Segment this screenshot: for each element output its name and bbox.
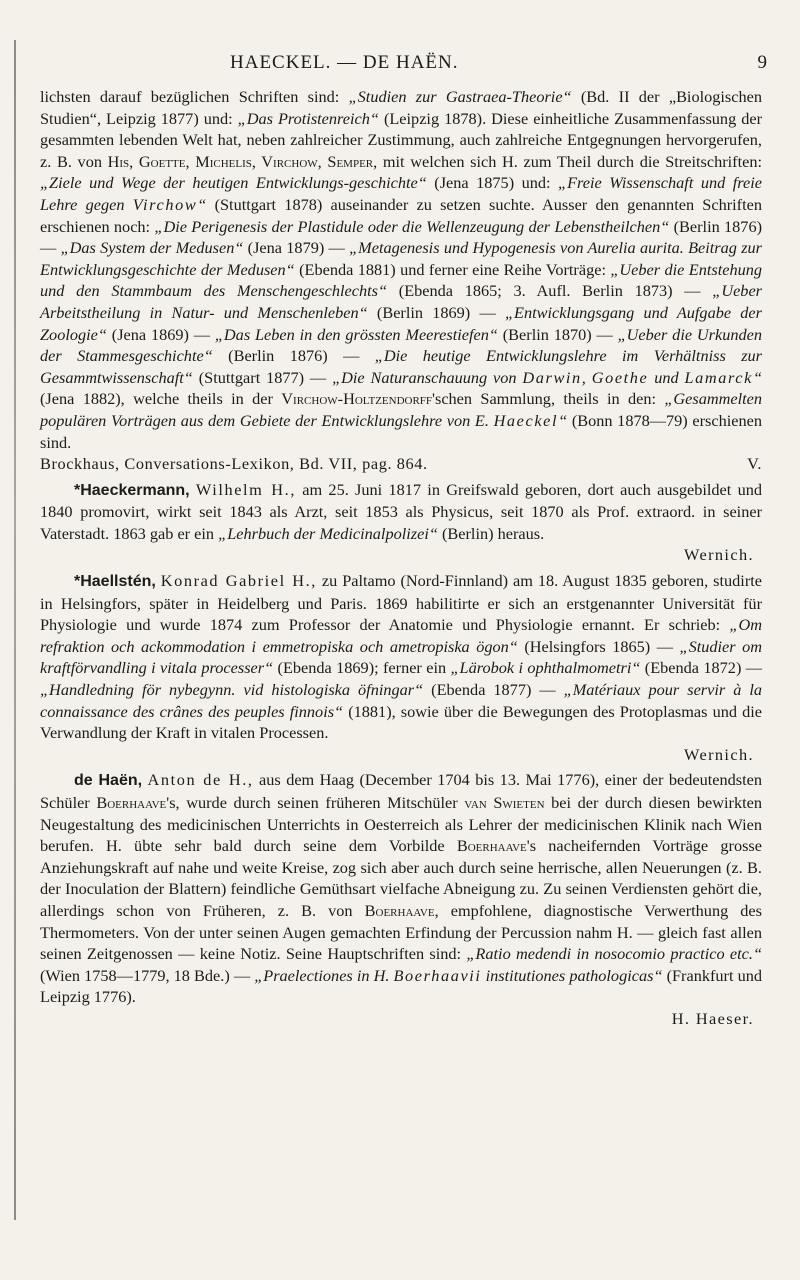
entry-headword: *Haeckermann, (74, 481, 190, 499)
author-signature: Wernich. (683, 545, 754, 565)
running-title: HAECKEL. — DE HAËN. (230, 52, 459, 73)
haeckel-entry-continuation: lichsten darauf bezüglichen Schriften sind: „Studien zur Gastraea-Theorie“ (Bd. II der „Biologischen Studien“, Leipzig 1877) und: „Das Protistenreich“ (Leipzig 1878). Diese einheitliche Zusammenfassung der gesammten lebenden Welt hat, neben zahlreicher Zustimmung, auch zahlreiche Entgegnungen hervorgerufen, z. B. von His, Goette, Michelis, Virchow, Semper, mit welchen sich H. zum Theil durch die Streitschriften: „Ziele und Wege der heutigen Entwicklungs-geschichte“ (Jena 1875) und: „Freie Wissenschaft und freie Lehre gegen Virchow“ (Stuttgart 1878) auseinander zu setzen suchte. Ausser den genannten Schriften erschienen noch: „Die Perigenesis der Plastidule oder die Wellenzeugung der Lebenstheilchen“ (Berlin 1876) — „Das System der Medusen“ (Jena 1879) — „Metagenesis und Hypogenesis von Aurelia aurita. Beitrag zur Entwicklungsgeschichte der Medusen“ (Ebenda 1881) und ferner eine Reihe Vorträge: „Ueber die Entstehung und den Stammbaum des Menschengeschlechts“ (Ebenda 1865; 3. Aufl. Berlin 1873) — „Ueber Arbeitstheilung in Natur- und Menschenleben“ (Berlin 1869) — „Entwicklungsgang und Aufgabe der Zoologie“ (Jena 1869) — „Das Leben in den grössten Meerestiefen“ (Berlin 1870) — „Ueber die Urkunden der Stammesgeschichte“ (Berlin 1876) — „Die heutige Entwicklungslehre im Verhältniss zur Gesammtwissenschaft“ (Stuttgart 1877) — „Die Naturanschauung von Darwin, Goethe und Lamarck“ (Jena 1882), welche theils in der Virchow-Holtzendorff'schen Sammlung, theils in den: „Gesammelten populären Vorträgen aus dem Gebiete der Entwicklungslehre von E. Haeckel“ (Bonn 1878—79) erschienen sind. (40, 87, 763, 452)
entry-de-haen: de Haën, Anton de H., aus dem Haag (December 1704 bis 13. Mai 1776), einer der bedeutendsten Schüler Boerhaave's, wurde durch seinen früheren Mitschüler van Swieten bei der durch diesen bewirkten Neugestaltung des medicinischen Unterrichts in Oesterreich als Lehrer der medicinischen Klinik nach Wien berufen. H. übte sehr bald durch seine dem Vorbilde Boerhaave's nacheifernden Vorträge grosse Anziehungskraft auf nahe und weite Kreise, zog sich aber auch durch seine herrische, allen Neuerungen (z. B. der Inoculation der Blattern) feindliche Gemüthsart vielfache Abneigung zu. Zu seinen Verdiensten gehört die, allerdings schon von Früheren, z. B. von Boerhaave, empfohlene, diagnostische Verwerthung des Thermometers. Von der unter seinen Augen gemachten Erfindung der Percussion nahm H. — gleich fast allen seinen Zeitgenossen — keine Notiz. Seine Hauptschriften sind: „Ratio medendi in nosocomio practico etc.“ (Wien 1758—1779, 18 Bde.) — „Praelectiones in H. Boerhaavii institutiones pathologicas“ (Frankfurt und Leipzig 1776). (40, 770, 763, 1007)
source-reference: Brockhaus, Conversations-Lexikon, Bd. VII, pag. 864. (40, 454, 428, 474)
entry-given-name: Anton de H., (147, 770, 254, 790)
author-signature: H. Haeser. (671, 1008, 754, 1028)
entry-given-name: Konrad Gabriel H., (160, 571, 317, 591)
entry-haellsten: *Haellstén, Konrad Gabriel H., zu Paltamo (Nord-Finnland) am 18. August 1835 geboren, studirte in Helsingfors, später in Heidelberg und Paris. 1869 habilitirte er sich an erstgenannter Universität für Physiologie und wurde 1874 zum Professor der Anatomie und Physiologie ernannt. Er schrieb: „Om refraktion och ackommodation i emmetropiska och ametropiska ögon“ (Helsingfors 1865) — „Studier om kraftförvandling i vitala processer“ (Ebenda 1869); ferner ein „Lärobok i ophthalmometri“ (Ebenda 1872) — „Handledning för nybegynn. vid histologiska öfningar“ (Ebenda 1877) — „Matériaux pour servir à la connaissance des crânes des peuples finnois“ (1881), sowie über die Bewegungen des Protoplasmas und die Verwandlung der Kraft in vitalen Processen. (40, 571, 763, 743)
entry-headword: *Haellstén, (74, 573, 156, 591)
page-body (40, 86, 762, 1030)
page-binding-edge (14, 40, 16, 1220)
page-header (32, 52, 768, 80)
entry-haeckermann: *Haeckermann, Wilhelm H., am 25. Juni 1817 in Greifswald geboren, dort auch ausgebildet und 1840 promovirt, wirkt seit 1843 als Arzt, seit 1853 als Physicus, seit 1870 als Prof. extraord. in seiner Vaterstadt. 1863 gab er ein „Lehrbuch der Medicinalpolizei“ (Berlin) heraus. (40, 479, 762, 543)
page-number: 9 (757, 52, 768, 73)
entry-headword: de Haën, (74, 772, 143, 790)
entry-given-name: Wilhelm H., (195, 479, 296, 499)
author-signature: V. (747, 454, 762, 474)
source-citation (40, 453, 762, 475)
author-signature: Wernich. (683, 744, 754, 764)
